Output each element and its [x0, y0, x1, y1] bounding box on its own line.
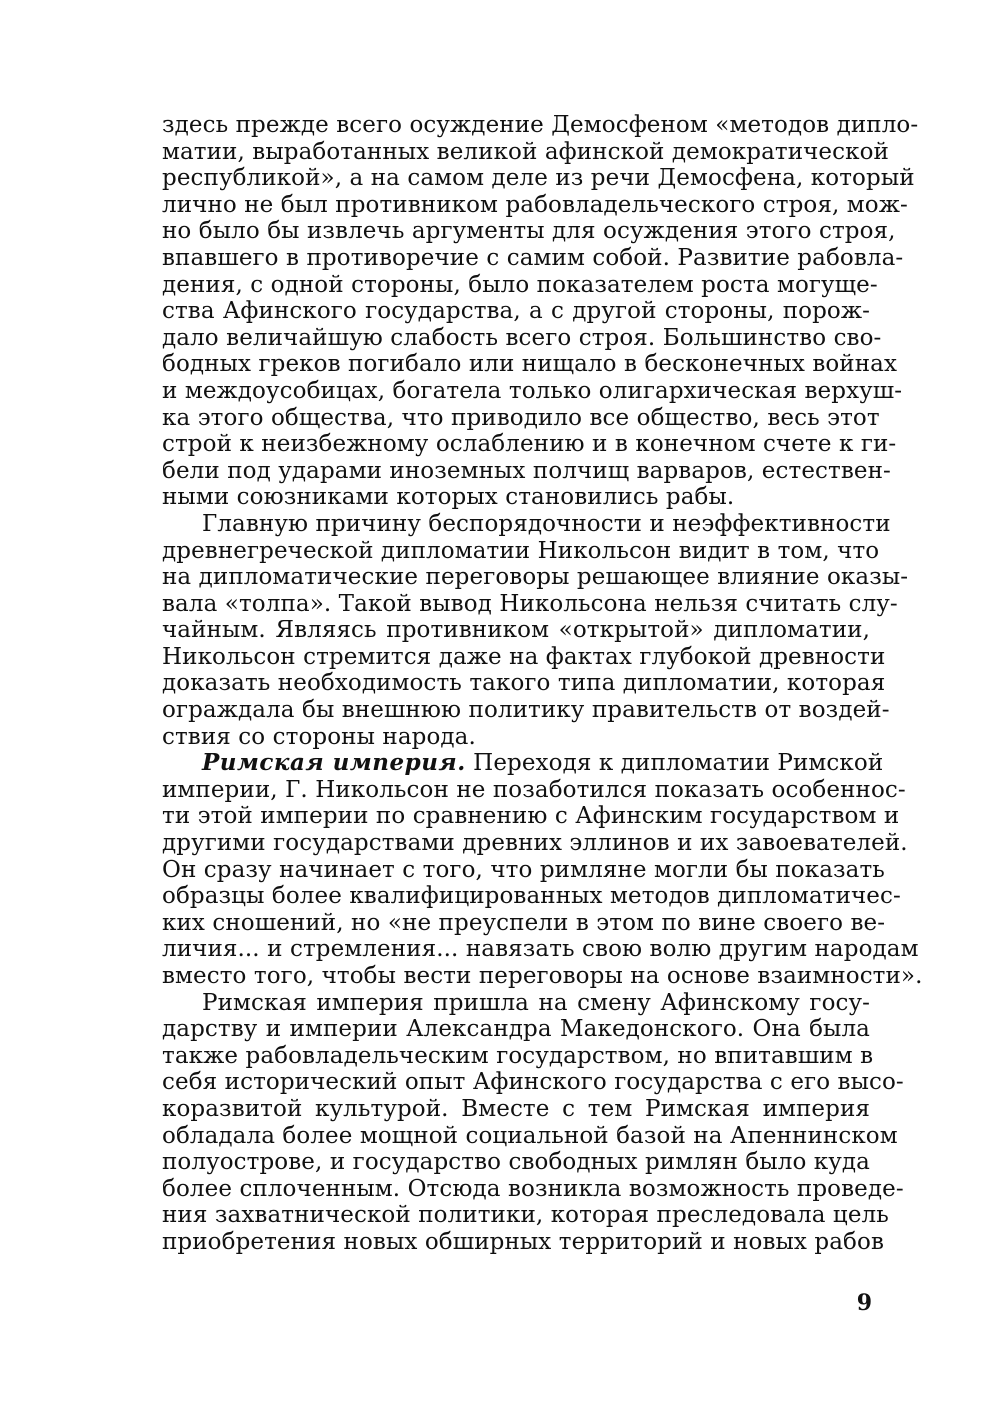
paragraph	[162, 989, 904, 1256]
body-text	[162, 112, 923, 1256]
text-line: более сплоченным. Отсюда возникла возможность проведе-	[162, 1175, 904, 1202]
text-line: ствия со стороны народа.	[162, 723, 476, 750]
text-line: вместо того, чтобы вести переговоры на основе взаимности».	[162, 963, 923, 989]
text-line: приобретения новых обширных территорий и новых рабов	[162, 1228, 884, 1255]
paragraph	[162, 749, 923, 989]
text-line: ства Афинского государства, а с другой стороны, порож-	[162, 298, 870, 325]
text-line: ких сношений, но «не преуспели в этом по вине своего ве-	[162, 909, 886, 936]
text-line: впавшего в противоречие с самим собой. Развитие рабовла-	[162, 244, 904, 271]
paragraph	[162, 510, 909, 750]
text-line: также рабовладельческим государством, но впитавшим в	[162, 1042, 874, 1069]
paragraph	[162, 112, 919, 511]
text-line: дало величайшую слабость всего строя. Большинство сво-	[162, 324, 882, 351]
text-line: личия... и стремления... навязать свою волю другим народам	[162, 936, 919, 963]
text-line: на дипломатические переговоры решающее влияние оказы-	[162, 564, 909, 591]
text-line: ния захватнической политики, которая преследовала цель	[162, 1202, 889, 1229]
text-line: древнегреческой дипломатии Никольсон видит в том, что	[162, 537, 880, 564]
text-line: другими государствами древних эллинов и их завоевателей.	[162, 830, 908, 857]
text-line: лично не был противником рабовладельческого строя, мож-	[162, 191, 908, 218]
text-line: образцы более квалифицированных методов дипломатичес-	[162, 883, 901, 910]
text-line: здесь прежде всего осуждение Демосфеном «методов дипло-	[162, 112, 919, 138]
section-heading: Римская империя.	[202, 749, 466, 777]
text-line: полуострове, и государство свободных римлян было куда	[162, 1149, 870, 1176]
text-line: ограждала бы внешнюю политику правительств от воздей-	[162, 697, 890, 724]
text-line: ными союзниками которых становились рабы.	[162, 484, 735, 511]
text-line: доказать необходимость такого типа дипломатии, которая	[162, 670, 886, 697]
text-line: Никольсон стремится даже на фактах глубокой древности	[162, 643, 886, 670]
text-line: и междоусобицах, богатела только олигархическая верхуш-	[162, 377, 903, 404]
text-line: бели под ударами иноземных полчищ варваров, естествен-	[162, 457, 891, 484]
text-line: матии, выработанных великой афинской демократической	[162, 138, 889, 165]
text-line: Он сразу начинает с того, что римляне могли бы показать	[162, 856, 885, 883]
text-line: строй к неизбежному ослаблению и в конечном счете к ги-	[162, 431, 897, 458]
page-number: 9	[856, 1290, 872, 1316]
text-line: чайным. Являясь противником «открытой» дипломатии,	[162, 617, 870, 644]
text-run: Переходя к дипломатии Римской	[473, 750, 884, 777]
text-line: дения, с одной стороны, было показателем роста могуще-	[162, 271, 878, 298]
text-line: бодных греков погибало или нищало в бесконечных войнах	[162, 351, 898, 378]
text-line: империи, Г. Никольсон не позаботился показать особеннос-	[162, 776, 906, 803]
text-line: но было бы извлечь аргументы для осуждения этого строя,	[162, 218, 896, 245]
text-line: Римская империя пришла на смену Афинскому госу-	[202, 989, 870, 1016]
text-line: коразвитой культурой. Вместе с тем Римская империя	[162, 1095, 870, 1122]
text-line: республикой», а на самом деле из речи Демосфена, который	[162, 165, 915, 192]
text-line: ка этого общества, что приводило все общество, весь этот	[162, 404, 880, 431]
text-line: дарству и империи Александра Македонского. Она была	[162, 1016, 870, 1043]
text-line: себя исторический опыт Афинского государства с его высо-	[162, 1069, 904, 1096]
text-line: Главную причину беспорядочности и неэффективности	[202, 510, 891, 537]
text-line: обладала более мощной социальной базой на Апеннинском	[162, 1122, 898, 1149]
text-line	[162, 749, 884, 777]
text-line: вала «толпа». Такой вывод Никольсона нельзя считать слу-	[162, 590, 898, 617]
text-line: ти этой империи по сравнению с Афинским государством и	[162, 803, 900, 830]
